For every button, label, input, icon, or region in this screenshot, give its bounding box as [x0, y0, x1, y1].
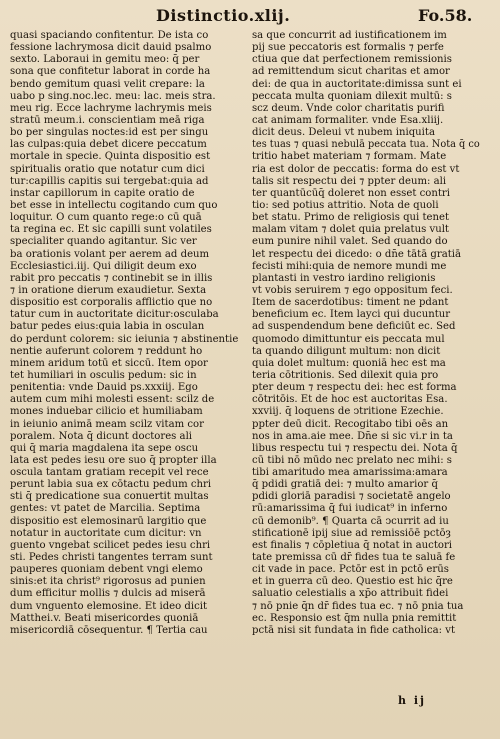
- text-line: tur:capillis capitis sui tergebat:quia ad: [10, 175, 209, 187]
- folio-number: Fo.58.: [418, 6, 473, 25]
- text-line: nos in ama.aie mee. Dn̄e si sic vi.r in ta: [252, 430, 453, 442]
- text-line: ppter deū dicit. Recogitabo tibi oēs an: [252, 418, 449, 430]
- text-line: dei: de qua in auctoritate:dimissa sunt ei: [252, 78, 462, 90]
- text-line: notatur in auctoritate cum dicitur: vn: [10, 527, 202, 539]
- text-line: gentes: vt patet de Marcilia. Septima: [10, 503, 201, 515]
- text-line: ad suspendendum bene deficiūt ec. Sed: [252, 321, 456, 333]
- page-header: [0, 6, 500, 28]
- text-line: pauperes quoniam debent vngi elemo: [10, 564, 203, 576]
- text-line: in ieiunio animā meam scilz vitam cor: [10, 418, 204, 430]
- text-line: ta regina ec. Et sic capilli sunt volatiles: [10, 224, 212, 236]
- text-line: et in guerra cū deo. Questio est hic q̄re: [252, 576, 453, 588]
- text-line: ⁊ in oratione dierum exaudietur. Sexta: [10, 284, 207, 296]
- text-line: pdidi gloriā paradisi ⁊ societatē angelo: [252, 491, 451, 503]
- text-line: minem aridum totū et siccū. Item opor: [10, 357, 208, 369]
- text-line: vt vobis seruirem ⁊ ego oppositum feci.: [252, 284, 453, 296]
- text-line: rabit pro peccatis ⁊ continebit se in illis: [10, 272, 213, 284]
- text-line: Matthei.v. Beati misericordes quoniā: [10, 612, 199, 624]
- text-line: qui q̄ maria magdalena ita sepe oscu: [10, 442, 199, 454]
- text-line: poralem. Nota q̄ dicunt doctores ali: [10, 430, 193, 442]
- text-line: dicit deus. Deleui vt nubem iniquita: [252, 127, 435, 139]
- text-line: cit vade in pace. Pctōr est in pctō erūs: [252, 564, 449, 576]
- text-line: fessione lachrymosa dicit dauid psalmo: [10, 42, 212, 54]
- text-line: uabo p sing.noc.lec. meu: lac. meis stra.: [10, 90, 216, 102]
- text-line: Item de sacerdotibus: timent ne pdant: [252, 297, 449, 309]
- text-line: tes tuas ⁊ quasi nebulā peccata tua. Nota q̄ co: [252, 139, 480, 151]
- text-line: ba orationis volant per aerem ad deum: [10, 248, 210, 260]
- text-line: penitentia: vnde Dauid ps.xxxiij. Ego: [10, 382, 198, 394]
- text-line: tibi amaritudo mea amarissima:amara: [252, 467, 448, 479]
- text-line: tate premissa cū dr̄ fides tua te saluā fe: [252, 552, 456, 564]
- text-line: quomodo dimittuntur eis peccata mul: [252, 333, 445, 345]
- text-line: specialiter quando agitantur. Sic ver: [10, 236, 197, 248]
- text-line: bo per singulas noctes:id est per singu: [10, 127, 209, 139]
- text-line: instar capillorum in capite oratio de: [10, 187, 195, 199]
- text-line: guento vngebat scilicet pedes iesu chri: [10, 539, 211, 551]
- text-line: teria cōtritionis. Sed dilexit quia pro: [252, 369, 439, 381]
- text-line: ter quantūcūq̄ doleret non esset contri: [252, 187, 450, 199]
- text-line: malam vitam ⁊ dolet quia prelatus vult: [252, 224, 449, 236]
- text-line: cōtritōis. Et de hoc est auctoritas Esa.: [252, 394, 448, 406]
- text-line: peccata multa quoniam dilexit multū: s: [252, 90, 452, 102]
- text-line: sti. Pedes christi tangentes terram sunt: [10, 552, 213, 564]
- text-line: rū:amarissima q̄ fui iudicat⁹ in inferno: [252, 503, 448, 515]
- text-line: batur pedes eius:quia labia in osculan: [10, 321, 205, 333]
- left-column: [10, 30, 238, 637]
- text-line: dum vnguento elemosine. Et ideo dicit: [10, 600, 208, 612]
- text-line: xxviij. q̄ loquens de ↄtritione Ezechie.: [252, 406, 444, 418]
- text-line: pter deum ⁊ respectu dei: hec est forma: [252, 382, 457, 394]
- text-line: eum punire nihil valet. Sed quando do: [252, 236, 448, 248]
- text-line: stificationē ipij siue ad remissiōē pctōȝ: [252, 527, 451, 539]
- text-line: stratū meum.i. conscientiam meā riga: [10, 114, 205, 126]
- text-line: ria est dolor de peccatis: forma do est vt: [252, 163, 460, 175]
- text-line: tio: sed potius attritio. Nota de quoli: [252, 199, 439, 211]
- text-line: lata est pedes iesu ore suo q̄ propter illa: [10, 454, 217, 466]
- text-line: saluatio celestialis a xp̄o attribuit fidei: [252, 588, 449, 600]
- text-line: talis sit respectu dei ⁊ ppter deum: ali: [252, 175, 447, 187]
- text-line: pctā nisi sit fundata in fide catholica: vt: [252, 624, 456, 636]
- text-line: tet humiliari in osculis pedum: sic in: [10, 369, 197, 381]
- text-line: misericordiā cōsequentur. ¶ Tertia cau: [10, 624, 208, 636]
- text-line: beneficium ec. Item layci qui ducuntur: [252, 309, 451, 321]
- signature-mark: h ij: [398, 694, 426, 707]
- text-line: dum efficitur mollis ⁊ dulcis ad miserā: [10, 588, 206, 600]
- text-line: bendo gemitum quasi velit crepare: la: [10, 78, 205, 90]
- text-line: tritio habet materiam ⁊ formam. Mate: [252, 151, 447, 163]
- text-line: tatur cum in auctoritate dicitur:osculaba: [10, 309, 219, 321]
- text-line: dispositio est corporalis afflictio que no: [10, 297, 213, 309]
- text-line: ec. Responsio est q̄m nulla pnia remittit: [252, 612, 457, 624]
- text-line: scz deum. Vnde color charitatis purifi: [252, 102, 445, 114]
- text-line: mortale in specie. Quinta dispositio est: [10, 151, 211, 163]
- text-line: las culpas:quia debet dicere peccatum: [10, 139, 207, 151]
- text-line: libus respectu tui ⁊ respectu dei. Nota q̄: [252, 442, 458, 454]
- text-line: cat animam formaliter. vnde Esa.xliij.: [252, 114, 444, 126]
- text-line: mones induebar cilicio et humiliabam: [10, 406, 203, 418]
- text-line: meu rig. Ecce lachryme lachrymis meis: [10, 102, 212, 114]
- text-line: spiritualis oratio que notatur cum dici: [10, 163, 205, 175]
- text-line: dispositio est elemosinarū largitio que: [10, 515, 207, 527]
- text-line: cū tibi nō mūdo nec prelato nec mihi: s: [252, 454, 452, 466]
- text-line: plantasti in vestro iardino religionis: [252, 272, 436, 284]
- text-line: Ecclesiastici.iij. Qui diligit deum exo: [10, 260, 197, 272]
- text-line: quia dolet multum: quoniā hec est ma: [252, 357, 446, 369]
- running-title: Distinctio.xlij.: [156, 6, 291, 25]
- text-line: sinis:et ita christ⁹ rigorosus ad punien: [10, 576, 206, 588]
- right-column: [252, 30, 480, 637]
- text-line: sti q̄ predicatione sua conuertit multas: [10, 491, 209, 503]
- text-line: perunt labia sua ex cōtactu pedum chri: [10, 479, 212, 491]
- text-line: oscula tantam gratiam recepit vel rece: [10, 467, 209, 479]
- text-line: bet statu. Primo de religiosis qui tenet: [252, 212, 450, 224]
- text-line: est finalis ⁊ cōpletiua q̄ notat in auctori: [252, 539, 453, 551]
- text-line: bet esse in intellectu cogitando cum quo: [10, 199, 218, 211]
- text-line: loquitur. O cum quanto rege:o cū quā: [10, 212, 202, 224]
- text-line: ⁊ nō pnie q̄n dr̄ fides tua ec. ⁊ nō pnia tua: [252, 600, 464, 612]
- text-line: q̄ pdidi gratiā dei: ⁊ multo amarior q̄: [252, 479, 438, 491]
- text-line: autem cum mihi molesti essent: scilz de: [10, 394, 215, 406]
- text-line: ctiua que dat perfectionem remissionis: [252, 54, 452, 66]
- text-line: let respectu dei dicedo: o dn̄e tātā gratiā: [252, 248, 462, 260]
- text-line: pij sue peccatoris est formalis ⁊ perfe: [252, 42, 444, 54]
- text-line: nentie auferunt colorem ⁊ reddunt ho: [10, 345, 203, 357]
- text-line: quasi spaciando confitentur. De ista co: [10, 30, 209, 41]
- text-line: cū demonib⁹. ¶ Quarta cā ↄcurrit ad iu: [252, 515, 449, 527]
- text-line: do perdunt colorem: sic ieiunia ⁊ abstinentie: [10, 333, 238, 345]
- text-line: sexto. Laboraui in gemitu meo: q̄ per: [10, 54, 200, 66]
- text-line: sona que confitetur laborat in corde ha: [10, 66, 211, 78]
- text-line: ta quando diligunt multum: non dicit: [252, 345, 441, 357]
- text-line: ad remittendum sicut charitas et amor: [252, 66, 450, 78]
- text-line: sa que concurrit ad iustificationem im: [252, 30, 447, 41]
- text-line: fecisti mihi:quia de nemore mundi me: [252, 260, 447, 272]
